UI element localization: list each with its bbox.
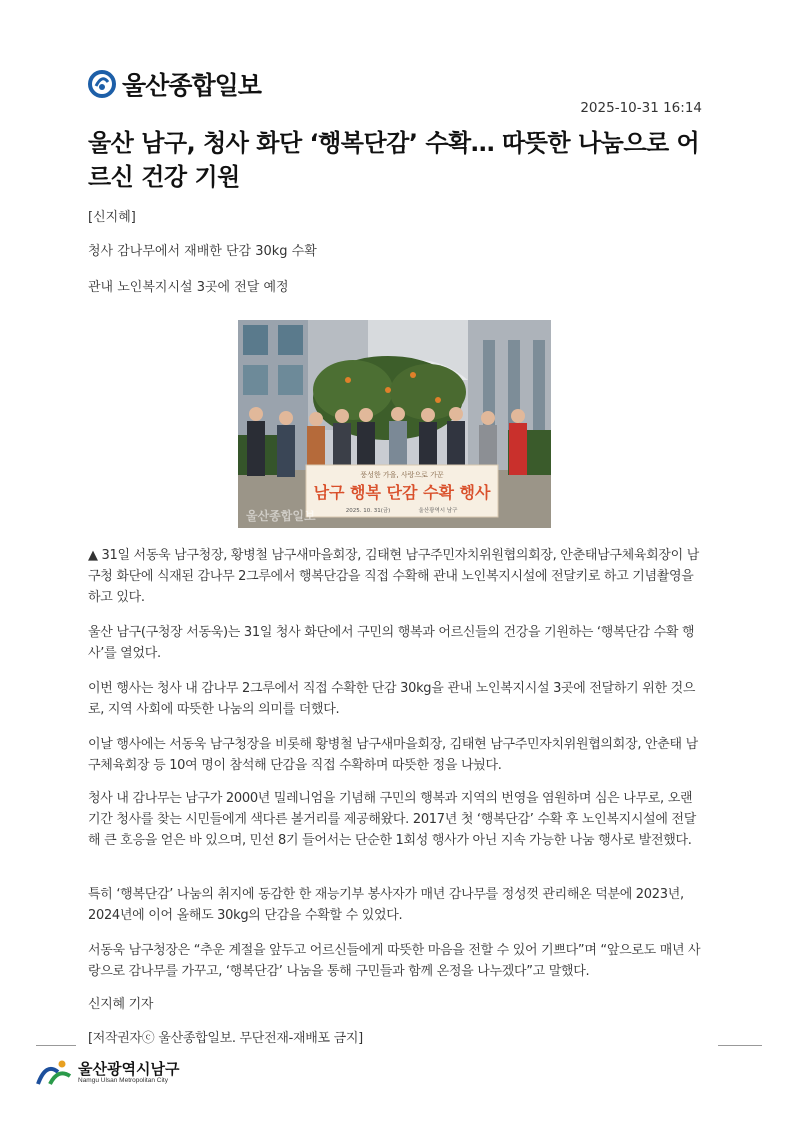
footer-divider-right (718, 1045, 762, 1046)
reporter-name: 신지혜 기자 (88, 997, 154, 1012)
paragraph-2: 이번 행사는 청사 내 감나무 2그루에서 직접 수확한 단감 30kg을 관내 노인복지시설 3곳에 전달하기 위한 것으로, 지역 사회에 따뜻한 나눔의 의미를 더했다. (88, 681, 696, 717)
footer-logo (36, 1058, 179, 1088)
footer-subtitle: Namgu Ulsan Metropolitan City (78, 1077, 168, 1084)
paragraph-1: 울산 남구(구청장 서동욱)는 31일 청사 화단에서 구민의 행복과 어르신들의 건강을 기원하는 ‘행복단감 수확 행사’를 열었다. (88, 625, 695, 661)
paragraph-4: 청사 내 감나무는 남구가 2000년 밀레니엄을 기념해 구민의 행복과 지역의 번영을 염원하며 심은 나무로, 오랜 기간 청사를 찾는 시민들에게 색다른 볼거리를 제공해왔다. 2017년 첫 ‘행복단감’ 수확 후 노인복지시설에 전달해 큰 호응을 얻은 바 있으며, 민선 8기 들어서는 단순한 1회성 행사가 아닌 지속 가능한 나눔 행사로 발전했다. (88, 791, 697, 848)
harvest-photo-illustration (238, 320, 551, 528)
footer-name: 울산광역시남구 (78, 1060, 180, 1078)
banner-org-text: 울산광역시 남구 (418, 508, 458, 514)
photo-watermark: 울산종합일보 (246, 509, 316, 523)
subhead-2: 관내 노인복지시설 3곳에 전달 예정 (88, 280, 289, 295)
article-byline: [신지혜] (88, 210, 136, 225)
article-headline: 울산 남구, 청사 화단 ‘행복단감’ 수확… 따뜻한 나눔으로 어르신 건강 기원 (88, 129, 700, 191)
paragraph-6: 서동욱 남구청장은 “추운 계절을 앞두고 어르신들에게 따뜻한 마음을 전할 수 있어 기쁘다”며 “앞으로도 매년 사랑으로 감나무를 가꾸고, ‘행복단감’ 나눔을 통해 구민들과 함께 온정을 나누겠다”고 말했다. (88, 943, 701, 979)
masthead-name: 울산종합일보 (122, 71, 261, 100)
photo-caption: ▲ 31일 서동욱 남구청장, 황병철 남구새마을회장, 김태현 남구주민자치위원협의회장, 안춘태남구체육회장이 남구청 화단에 식재된 감나무 2그루에서 행복단감을 직접 수확해 관내 노인복지시설에 전달키로 하고 기념촬영을 하고 있다. (88, 548, 699, 605)
paragraph-3: 이날 행사에는 서동욱 남구청장을 비롯해 황병철 남구새마을회장, 김태현 남구주민자치위원협의회장, 안춘태 남구체육회장 등 10여 명이 참석해 단감을 직접 수확하며 따뜻한 정을 나눴다. (88, 737, 698, 773)
banner-title-text: 남구 행복 단감 수확 행사 (313, 483, 491, 502)
paragraph-5: 특히 ‘행복단감’ 나눔의 취지에 동감한 한 재능기부 봉사자가 매년 감나무를 정성껏 관리해온 덕분에 2023년, 2024년에 이어 올해도 30kg의 단감을 수확할 수 있었다. (88, 887, 684, 923)
article-photo (238, 320, 551, 528)
article-timestamp: 2025-10-31 16:14 (580, 100, 702, 116)
namgu-logo-icon (36, 1058, 72, 1088)
copyright-notice: [저작권자ⓒ 울산종합일보. 무단전재-재배포 금지] (88, 1031, 363, 1046)
masthead (88, 64, 261, 104)
banner-date-text: 2025. 10. 31(금) (345, 508, 391, 514)
newspaper-logo-icon (88, 70, 116, 98)
footer-divider-left (36, 1045, 76, 1046)
banner-small-text: 풍성한 가을, 사랑으로 가꾼 (360, 471, 444, 479)
subhead-1: 청사 감나무에서 재배한 단감 30kg 수확 (88, 244, 317, 259)
